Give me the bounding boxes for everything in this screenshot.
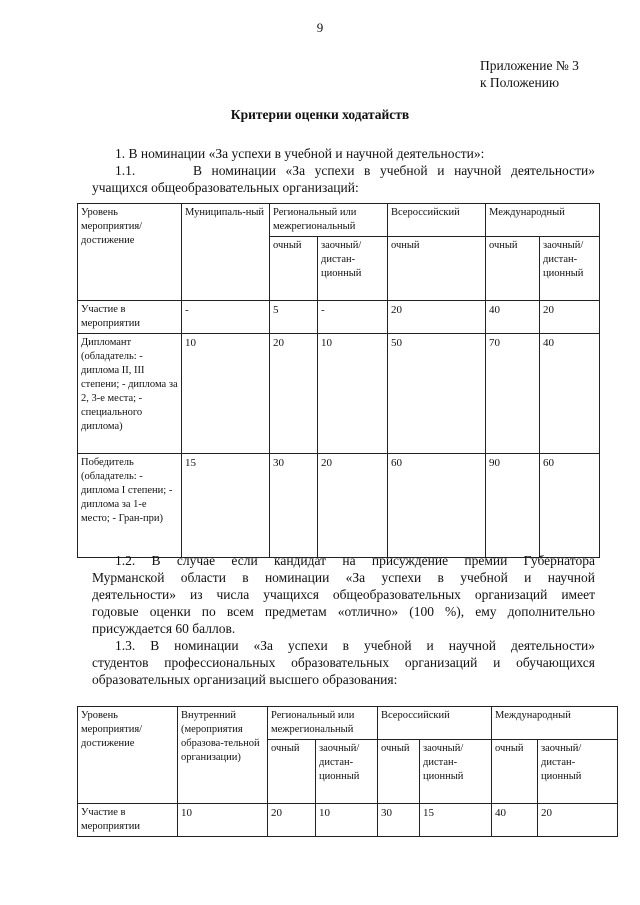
score-cell: 50 [388,334,486,454]
section-1-2-last-line: присуждается 60 баллов. [92,621,236,636]
score-cell: 10 [316,804,378,837]
document-title: Критерии оценки ходатайств [230,107,410,122]
score-cell: 15 [182,454,270,558]
header-international: Международный [486,204,600,237]
score-cell: 20 [388,301,486,334]
header-international-zaochny: заочный/ дистан-ционный [538,740,618,804]
header-level: Уровень мероприятия/ достижение [78,707,178,804]
row-label: Участие в мероприятии [78,301,182,334]
score-cell: 40 [486,301,540,334]
score-cell: 20 [318,454,388,558]
page-number: 9 [316,20,324,35]
section-1-3-line: студентов профессиональных образовательных организаций и обучающихся [92,655,595,670]
score-cell: 20 [538,804,618,837]
score-cell: 70 [486,334,540,454]
section-1-3-last-line: образовательных организаций высшего образования: [92,672,398,687]
section-1-2-line: годовые оценки по всем предметам «отлично» (100 %), ему дополнительно [92,604,595,619]
score-cell: 60 [388,454,486,558]
score-cell: - [182,301,270,334]
header-allrussian: Всероссийский [378,707,492,740]
row-label: Участие в мероприятии [78,804,178,837]
score-cell: 40 [540,334,600,454]
score-cell: 10 [178,804,268,837]
score-cell: 30 [378,804,420,837]
header-international: Международный [492,707,618,740]
appendix-line-1: Приложение № 3 [480,58,579,73]
header-internal: Внутренний (мероприятия образова-тельной организации) [178,707,268,804]
criteria-table-schoolchildren [77,203,600,558]
section-1-1-line-1: 1.1. В номинации «За успехи в учебной и научной деятельности» [115,163,595,178]
score-cell: 30 [270,454,318,558]
header-allrussian: Всероссийский [388,204,486,237]
score-cell: 20 [540,301,600,334]
section-1-2-line: 1.2. В случае если кандидат на присуждение премии Губернатора [115,553,595,568]
header-regional-zaochny: заочный/ дистан-ционный [316,740,378,804]
header-regional: Региональный или межрегиональный [268,707,378,740]
section-1-heading: 1. В номинации «За успехи в учебной и научной деятельности»: [115,146,485,161]
table-row [78,301,600,334]
score-cell: 40 [492,804,538,837]
header-international-ochny: очный [492,740,538,804]
score-cell: 5 [270,301,318,334]
section-1-3 [92,637,595,688]
criteria-table-students [77,706,618,837]
score-cell: 15 [420,804,492,837]
header-international-ochny: очный [486,237,540,301]
row-label: Дипломант (обладатель: - диплома II, III степени; - диплома за 2, 3-е места; - специального диплома) [78,334,182,454]
header-regional-ochny: очный [268,740,316,804]
section-1-2 [92,552,595,637]
table-row [78,334,600,454]
header-level: Уровень мероприятия/ достижение [78,204,182,301]
header-regional-ochny: очный [270,237,318,301]
header-municipal: Муниципаль-ный [182,204,270,301]
header-regional-zaochny: заочный/ дистан-ционный [318,237,388,301]
section-1-1-line-2: учащихся общеобразовательных организаций: [92,180,359,195]
table-row [78,804,618,837]
section-1-3-line: 1.3. В номинации «За успехи в учебной и научной деятельности» [115,638,595,653]
appendix-line-2: к Положению [480,75,560,90]
appendix-note [480,57,579,91]
header-international-zaochny: заочный/ дистан-ционный [540,237,600,301]
header-allrussian-ochny: очный [378,740,420,804]
score-cell: 60 [540,454,600,558]
score-cell: - [318,301,388,334]
section-1-1 [92,162,595,196]
score-cell: 10 [182,334,270,454]
section-1-2-line: Мурманской области в номинации «За успехи в учебной и научной [92,570,595,585]
score-cell: 10 [318,334,388,454]
table-row [78,454,600,558]
row-label: Победитель (обладатель: - диплома I степени; - диплома за 1-е место; - Гран-при) [78,454,182,558]
header-regional: Региональный или межрегиональный [270,204,388,237]
score-cell: 90 [486,454,540,558]
section-1-2-line: деятельности» из числа учащихся общеобразовательных организаций имеет [92,587,595,602]
header-allrussian-ochny: очный [388,237,486,301]
header-allrussian-zaochny: заочный/ дистан-ционный [420,740,492,804]
score-cell: 20 [270,334,318,454]
score-cell: 20 [268,804,316,837]
